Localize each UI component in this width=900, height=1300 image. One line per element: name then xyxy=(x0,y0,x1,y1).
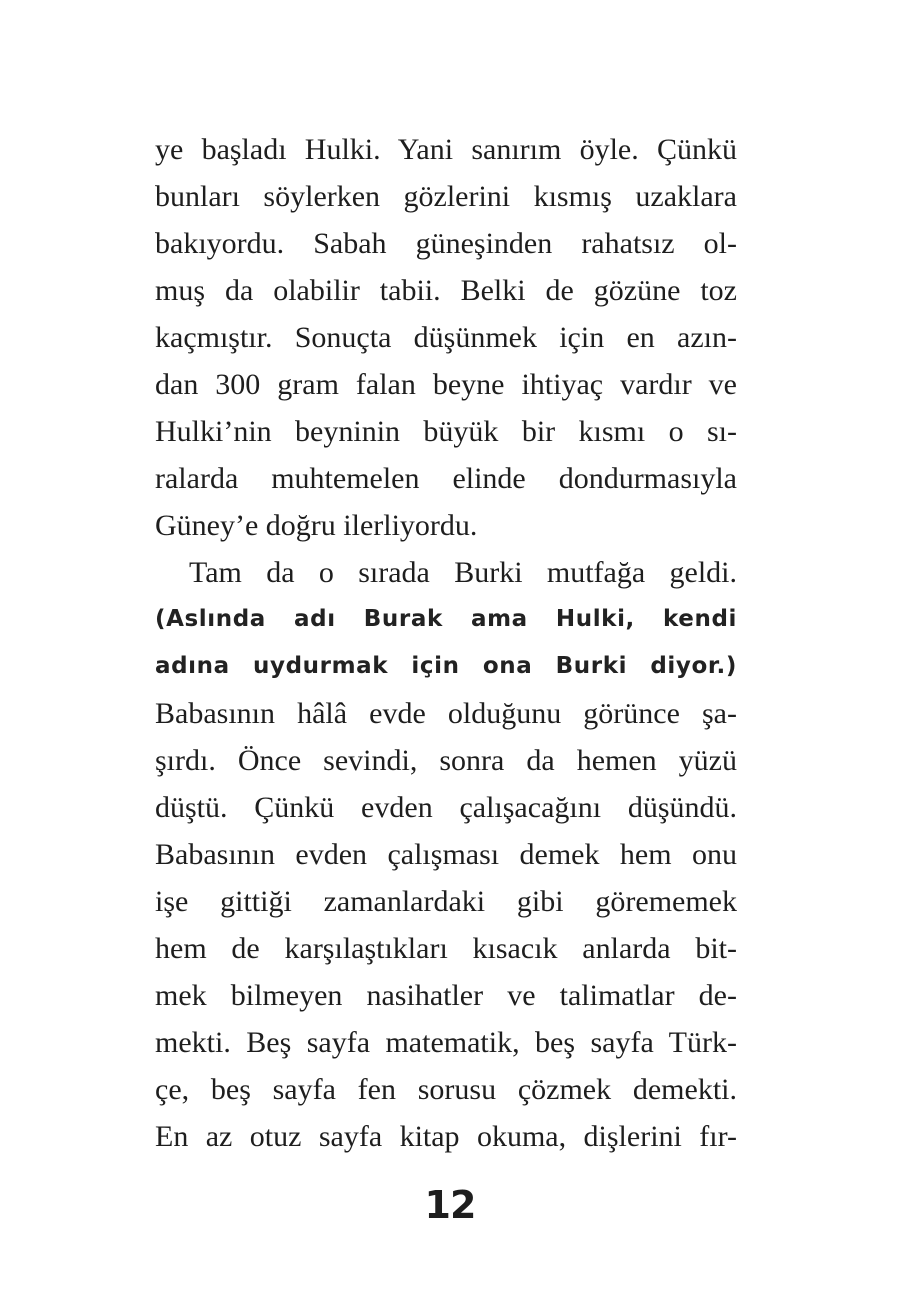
text-line: bunları söylerken gözlerini kısmış uzaklara xyxy=(155,180,737,213)
text-line: Babasının hâlâ evde olduğunu görünce şa- xyxy=(155,697,737,730)
text-line: Hulki’nin beyninin büyük bir kısmı o sı- xyxy=(155,415,737,448)
text-line: Babasının evden çalışması demek hem onu xyxy=(155,838,737,871)
text-line: hem de karşılaştıkları kısacık anlarda bit- xyxy=(155,932,737,965)
body-text xyxy=(155,126,737,1160)
paragraph-start-line: Tam da o sırada Burki mutfağa geldi. xyxy=(189,556,737,589)
handwritten-aside-line: adına uydurmak için ona Burki diyor.) xyxy=(155,653,737,679)
text-line: şırdı. Önce sevindi, sonra da hemen yüzü xyxy=(155,744,737,777)
text-line: kaçmıştır. Sonuçta düşünmek için en azın- xyxy=(155,321,737,354)
text-line: düştü. Çünkü evden çalışacağını düşündü. xyxy=(155,791,737,824)
text-line: çe, beş sayfa fen sorusu çözmek demekti. xyxy=(155,1073,737,1106)
page-number: 12 xyxy=(424,1183,476,1227)
text-line: işe gittiği zamanlardaki gibi görememek xyxy=(155,885,737,918)
text-line: mek bilmeyen nasihatler ve talimatlar de- xyxy=(155,979,737,1012)
text-line: bakıyordu. Sabah güneşinden rahatsız ol- xyxy=(155,227,737,260)
handwritten-aside-line: (Aslında adı Burak ama Hulki, kendi xyxy=(155,606,737,632)
text-line: ralarda muhtemelen elinde dondurmasıyla xyxy=(155,462,737,495)
text-line: En az otuz sayfa kitap okuma, dişlerini fır- xyxy=(155,1120,737,1153)
text-line: Güney’e doğru ilerliyordu. xyxy=(155,509,478,542)
text-line: ye başladı Hulki. Yani sanırım öyle. Çünkü xyxy=(155,133,737,166)
text-line: mekti. Beş sayfa matematik, beş sayfa Türk- xyxy=(155,1026,737,1059)
text-line: dan 300 gram falan beyne ihtiyaç vardır ve xyxy=(155,368,737,401)
text-line: muş da olabilir tabii. Belki de gözüne toz xyxy=(155,274,737,307)
